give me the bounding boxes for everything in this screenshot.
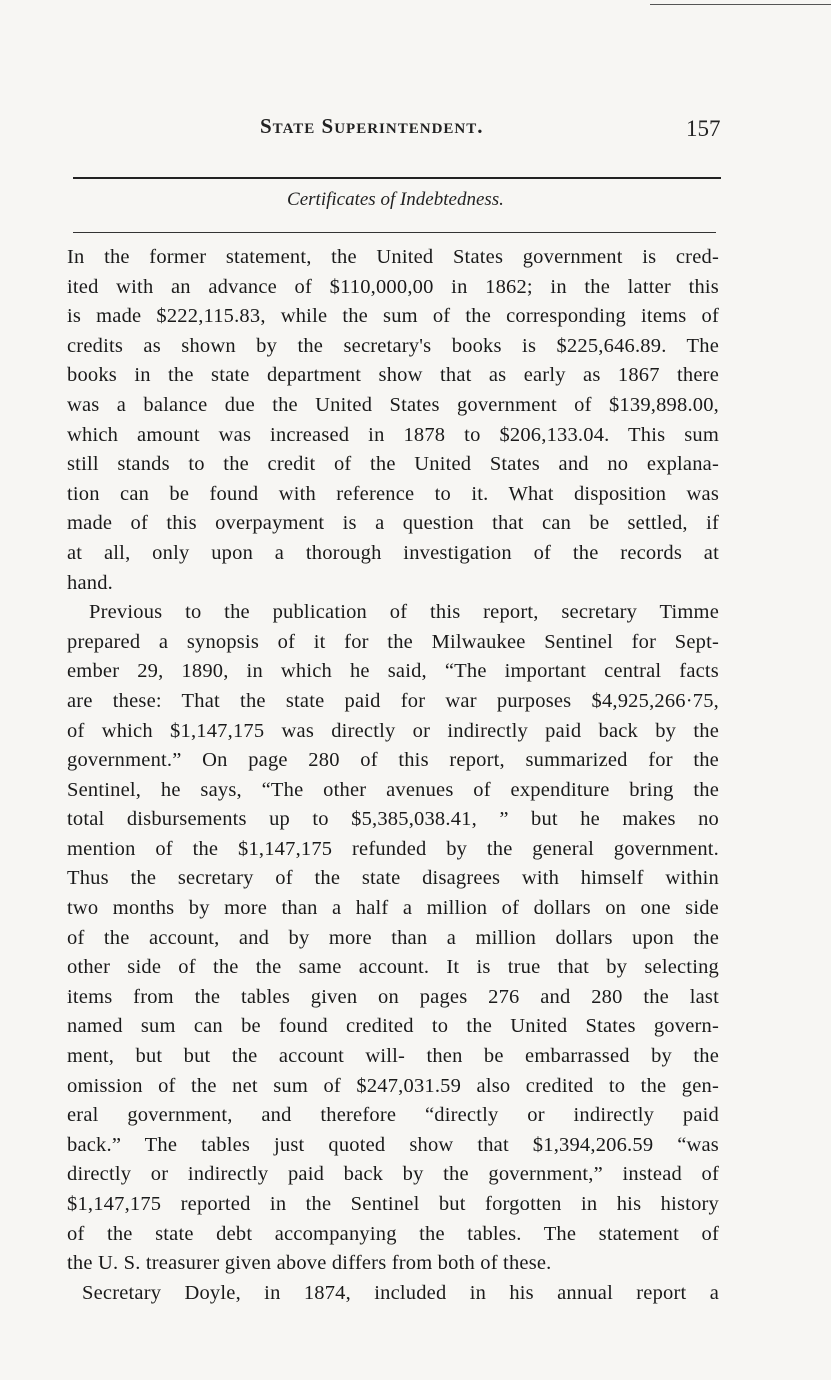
text-line: total disbursements up to $5,385,038.41, ” but he makes no [67, 808, 719, 831]
text-line: made of this overpayment is a question that can be settled, if [67, 512, 719, 535]
text-line: directly or indirectly paid back by the government,” instead of [67, 1163, 719, 1186]
text-line: books in the state department show that as early as 1867 there [67, 364, 719, 387]
page-number: 157 [686, 116, 721, 141]
text-line: of the state debt accompanying the tables. The statement of [67, 1222, 719, 1245]
running-head-title: State Superintendent. [260, 114, 484, 138]
text-line: the U. S. treasurer given above differs from both of these. [67, 1252, 552, 1275]
text-line: ment, but but the account will- then be embarrassed by the [67, 1045, 719, 1068]
text-line: government.” On page 280 of this report, summarized for the [67, 749, 719, 772]
text-line: mention of the $1,147,175 refunded by the general government. [67, 837, 719, 860]
paragraph-1 [67, 243, 719, 598]
text-line: Secretary Doyle, in 1874, included in his annual report a [82, 1281, 719, 1304]
text-line: back.” The tables just quoted show that $1,394,206.59 “was [67, 1133, 719, 1156]
section-title: Certificates of Indebtedness. [287, 189, 504, 210]
text-line: are these: That the state paid for war purposes $4,925,266·75, [67, 689, 719, 712]
text-line: ember 29, 1890, in which he said, “The important central facts [67, 660, 719, 683]
text-line: of which $1,147,175 was directly or indirectly paid back by the [67, 719, 719, 742]
section-rule [73, 232, 716, 233]
text-line: other side of the the same account. It is true that by selecting [67, 956, 719, 979]
text-line: was a balance due the United States government of $139,898.00, [67, 393, 719, 416]
text-line: named sum can be found credited to the United States govern- [67, 1015, 719, 1038]
text-line: omission of the net sum of $247,031.59 also credited to the gen- [67, 1074, 719, 1097]
text-line: which amount was increased in 1878 to $206,133.04. This sum [67, 423, 719, 446]
top-edge-rule [650, 4, 831, 5]
text-line: still stands to the credit of the United States and no explana- [67, 453, 719, 476]
text-line: of the account, and by more than a million dollars upon the [67, 926, 719, 949]
text-line: hand. [67, 571, 113, 594]
text-line: tion can be found with reference to it. What disposition was [67, 482, 719, 505]
text-line: Sentinel, he says, “The other avenues of expenditure bring the [67, 778, 719, 801]
text-line: $1,147,175 reported in the Sentinel but forgotten in his history [67, 1193, 719, 1215]
text-line: is made $222,115.83, while the sum of the corresponding items of [67, 305, 719, 328]
header-rule [73, 177, 721, 179]
body-text [67, 243, 719, 1308]
text-line: two months by more than a half a million of dollars on one side [67, 897, 719, 920]
text-line: In the former statement, the United States government is cred- [67, 246, 719, 268]
text-line: prepared a synopsis of it for the Milwaukee Sentinel for Sept- [67, 630, 719, 653]
text-line: at all, only upon a thorough investigation of the records at [67, 541, 719, 564]
text-line: credits as shown by the secretary's books is $225,646.89. The [67, 334, 719, 357]
text-line: items from the tables given on pages 276 and 280 the last [67, 985, 719, 1008]
text-line: ited with an advance of $110,000,00 in 1862; in the latter this [67, 275, 719, 298]
text-line: Thus the secretary of the state disagrees with himself within [67, 867, 719, 890]
text-line: Previous to the publication of this report, secretary Timme [89, 601, 719, 624]
paragraph-2 [67, 598, 719, 1279]
running-head [0, 114, 831, 144]
text-line: eral government, and therefore “directly or indirectly paid [67, 1104, 719, 1127]
paragraph-3 [67, 1279, 719, 1309]
